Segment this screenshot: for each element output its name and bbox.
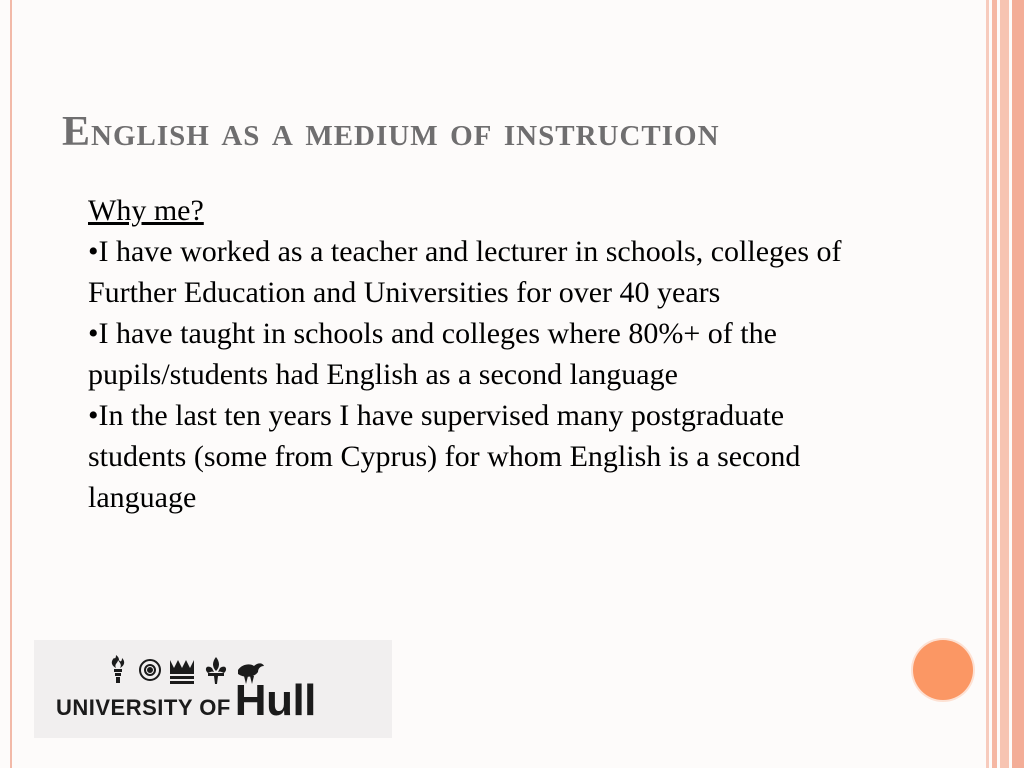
university-logo bbox=[34, 640, 392, 738]
band bbox=[1000, 0, 1009, 768]
band bbox=[1012, 0, 1024, 768]
logo-text-name: Hull bbox=[234, 676, 316, 725]
bullet-item: •In the last ten years I have supervised many postgraduate students (some from Cyprus) for whom English is a second language bbox=[88, 399, 801, 514]
band bbox=[992, 0, 997, 768]
orange-circle-decoration bbox=[913, 640, 973, 700]
logo-text-prefix: UNIVERSITY OF bbox=[56, 695, 231, 720]
bullet-item: •I have taught in schools and colleges where 80%+ of the pupils/students had English as a second language bbox=[88, 317, 777, 391]
band bbox=[986, 0, 989, 768]
bullet-item: •I have worked as a teacher and lecturer in schools, colleges of Further Education and Universities for over 40 years bbox=[88, 235, 842, 309]
slide-body bbox=[88, 190, 848, 518]
decorative-right-bands bbox=[976, 0, 1024, 768]
subheading: Why me? bbox=[88, 194, 204, 227]
slide-title: English as a medium of instruction bbox=[62, 109, 720, 155]
logo-wordmark bbox=[56, 676, 316, 726]
left-border-line bbox=[10, 0, 12, 768]
